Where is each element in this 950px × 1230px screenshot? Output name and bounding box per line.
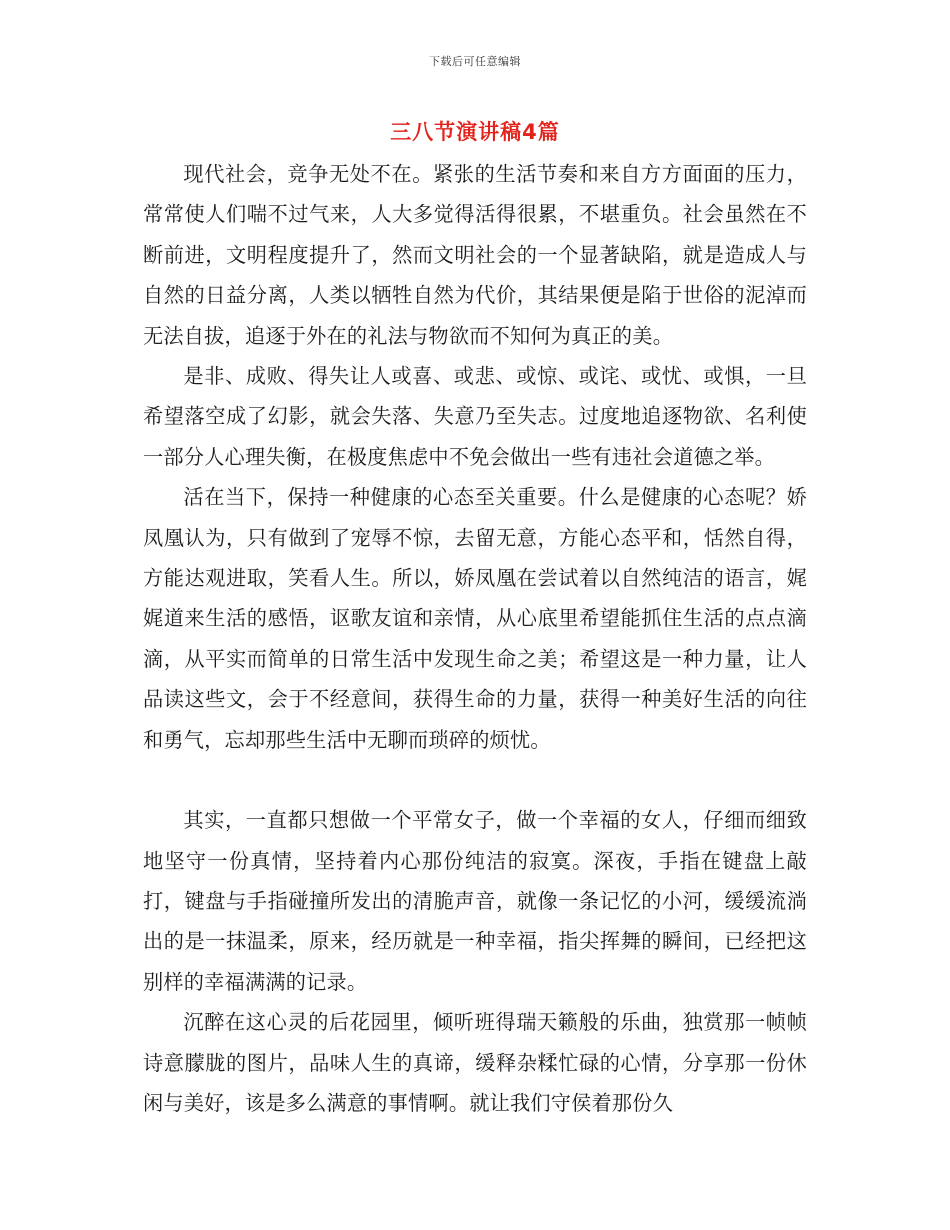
paragraph-1: 现代社会，竞争无处不在。紧张的生活节奏和来自方方面面的压力，常常使人们喘不过气来，人大多觉得活得很累，不堪重负。社会虽然在不断前进，文明程度提升了，然而文明社会的一个显著缺陷，就是造成人与自然的日益分离，人类以牺牲自然为代价，其结果便是陷于世俗的泥淖而无法自拔，追逐于外在的礼法与物欲而不知何为真正的美。: [143, 162, 807, 348]
paragraph-5: 沉醉在这心灵的后花园里，倾听班得瑞天籁般的乐曲，独赏那一帧帧诗意朦胧的图片，品味人生的真谛，缓释杂糅忙碌的心情，分享那一份休闲与美好，该是多么满意的事情啊。就让我们守侯着那份久: [143, 1010, 807, 1115]
document-body: [143, 154, 807, 1123]
header-note: 下载后可任意编辑: [429, 55, 521, 68]
paragraph-3: 活在当下，保持一种健康的心态至关重要。什么是健康的心态呢？娇凤凰认为，只有做到了宠辱不惊，去留无意，方能心态平和，恬然自得，方能达观进取，笑看人生。所以，娇凤凰在尝试着以自然纯洁的语言，娓娓道来生活的感悟，讴歌友谊和亲情，从心底里希望能抓住生活的点点滴滴，从平实而简单的日常生活中发现生命之美；希望这是一种力量，让人品读这些文，会于不经意间，获得生命的力量，获得一种美好生活的向往和勇气，忘却那些生活中无聊而琐碎的烦忧。: [143, 485, 807, 752]
paragraph-4: 其实，一直都只想做一个平常女子，做一个幸福的女人，仔细而细致地坚守一份真情，坚持着内心那份纯洁的寂寞。深夜，手指在键盘上敲打，键盘与手指碰撞所发出的清脆声音，就像一条记忆的小河，缓缓流淌出的是一抹温柔，原来，经历就是一种幸福，指尖挥舞的瞬间，已经把这别样的幸福满满的记录。: [143, 808, 807, 994]
paragraph-2: 是非、成败、得失让人或喜、或悲、或惊、或诧、或忧、或惧，一旦希望落空成了幻影，就会失落、失意乃至失志。过度地追逐物欲、名利使一部分人心理失衡，在极度焦虑中不免会做出一些有违社会道德之举。: [143, 364, 807, 469]
document-title: 三八节演讲稿4篇: [390, 120, 560, 144]
